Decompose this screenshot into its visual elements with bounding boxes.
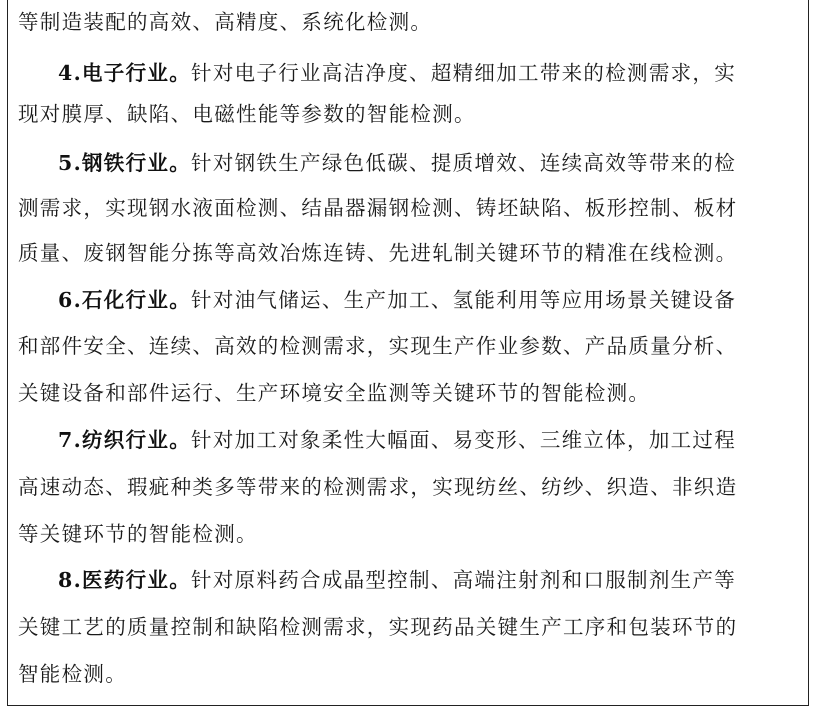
text-line (18, 512, 258, 556)
section-petrochemical-heading-line (58, 278, 736, 322)
section-heading: 7.纺织行业。 (58, 428, 192, 452)
section-pharmaceutical-heading-line (58, 558, 736, 602)
line-text: 质量、废钢智能分拣等高效冶炼连铸、先进轧制关键环节的精准在线检测。 (18, 241, 738, 265)
section-heading: 5.钢铁行业。 (58, 151, 192, 175)
line-text: 现对膜厚、缺陷、电磁性能等参数的智能检测。 (18, 102, 476, 126)
text-line (18, 186, 737, 230)
text-line (18, 371, 650, 415)
section-heading: 8.医药行业。 (58, 568, 192, 592)
text-line (18, 231, 737, 275)
section-textile-heading-line (58, 418, 736, 462)
line-text: 关键设备和部件运行、生产环境安全监测等关键环节的智能检测。 (18, 381, 651, 405)
line-text: 和部件安全、连续、高效的检测需求，实现生产作业参数、产品质量分析、 (18, 334, 738, 358)
text-line (18, 652, 127, 696)
line-text: 针对加工对象柔性大幅面、易变形、三维立体，加工过程 (191, 428, 737, 452)
line-text: 针对油气储运、生产加工、氢能利用等应用场景关键设备 (191, 288, 737, 312)
line-text: 等关键环节的智能检测。 (18, 522, 258, 546)
text-line (18, 605, 737, 649)
text-line (18, 324, 737, 368)
line-text: 针对原料药合成晶型控制、高端注射剂和口服制剂生产等 (191, 568, 737, 592)
section-electronics-heading-line (58, 51, 736, 95)
line-text: 针对电子行业高洁净度、超精细加工带来的检测需求，实 (191, 61, 737, 85)
text-line (18, 465, 737, 509)
line-text: 测需求，实现钢水液面检测、结晶器漏钢检测、铸坯缺陷、板形控制、板材 (18, 196, 738, 220)
line-text: 高速动态、瑕疵种类多等带来的检测需求，实现纺丝、纺纱、织造、非织造 (18, 475, 738, 499)
section-heading: 6.石化行业。 (58, 288, 192, 312)
text-line (18, 92, 476, 136)
section-steel-heading-line (58, 141, 736, 185)
line-text: 关键工艺的质量控制和缺陷检测需求，实现药品关键生产工序和包装环节的 (18, 615, 738, 639)
line-text: 针对钢铁生产绿色低碳、提质增效、连续高效等带来的检 (191, 151, 737, 175)
line-text: 智能检测。 (18, 662, 127, 686)
text-line (18, 0, 432, 44)
section-heading: 4.电子行业。 (58, 61, 192, 85)
line-text: 等制造装配的高效、高精度、系统化检测。 (18, 10, 433, 34)
